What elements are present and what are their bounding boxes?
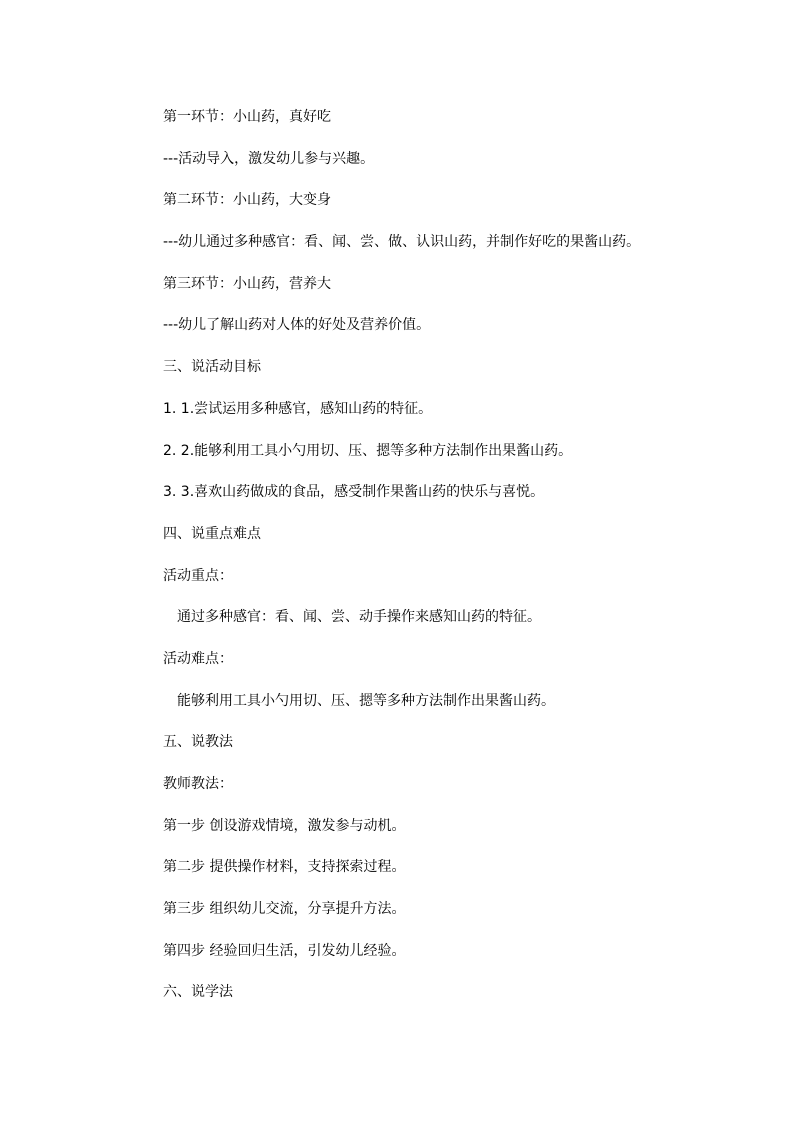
list-item: 2. 2.能够利用工具小勺用切、压、摁等多种方法制作出果酱山药。 bbox=[163, 442, 573, 459]
section-heading-teaching-method: 五、说教法 bbox=[163, 734, 233, 751]
section-heading-learning-method: 六、说学法 bbox=[163, 984, 233, 1001]
paragraph: 能够利用工具小勺用切、压、摁等多种方法制作出果酱山药。 bbox=[177, 692, 555, 709]
paragraph: ---幼儿了解山药对人体的好处及营养价值。 bbox=[163, 317, 431, 334]
subheading-key-point: 活动重点： bbox=[163, 567, 233, 584]
section-heading-step1: 第一环节：小山药，真好吃 bbox=[163, 109, 331, 125]
list-item: 1. 1.尝试运用多种感官，感知山药的特征。 bbox=[163, 400, 433, 417]
document-body bbox=[163, 106, 723, 1023]
section-heading-step3: 第三环节：小山药，营养大 bbox=[163, 275, 331, 292]
list-item: 第一步 创设游戏情境，激发参与动机。 bbox=[163, 817, 406, 834]
paragraph: ---活动导入，激发幼儿参与兴趣。 bbox=[163, 150, 375, 167]
section-heading-key-points: 四、说重点难点 bbox=[163, 525, 261, 542]
list-item: 3. 3.喜欢山药做成的食品，感受制作果酱山药的快乐与喜悦。 bbox=[163, 484, 545, 501]
subheading-difficulty: 活动难点： bbox=[163, 650, 233, 667]
paragraph: ---幼儿通过多种感官：看、闻、尝、做、认识山药，并制作好吃的果酱山药。 bbox=[163, 234, 641, 251]
list-item: 第四步 经验回归生活，引发幼儿经验。 bbox=[163, 942, 406, 959]
list-item: 第三步 组织幼儿交流，分享提升方法。 bbox=[163, 901, 406, 918]
section-heading-goals: 三、说活动目标 bbox=[163, 359, 261, 376]
list-item: 第二步 提供操作材料，支持探索过程。 bbox=[163, 859, 406, 876]
paragraph: 通过多种感官：看、闻、尝、动手操作来感知山药的特征。 bbox=[177, 609, 541, 626]
subheading-teacher-method: 教师教法： bbox=[163, 776, 233, 792]
section-heading-step2: 第二环节：小山药，大变身 bbox=[163, 192, 331, 209]
